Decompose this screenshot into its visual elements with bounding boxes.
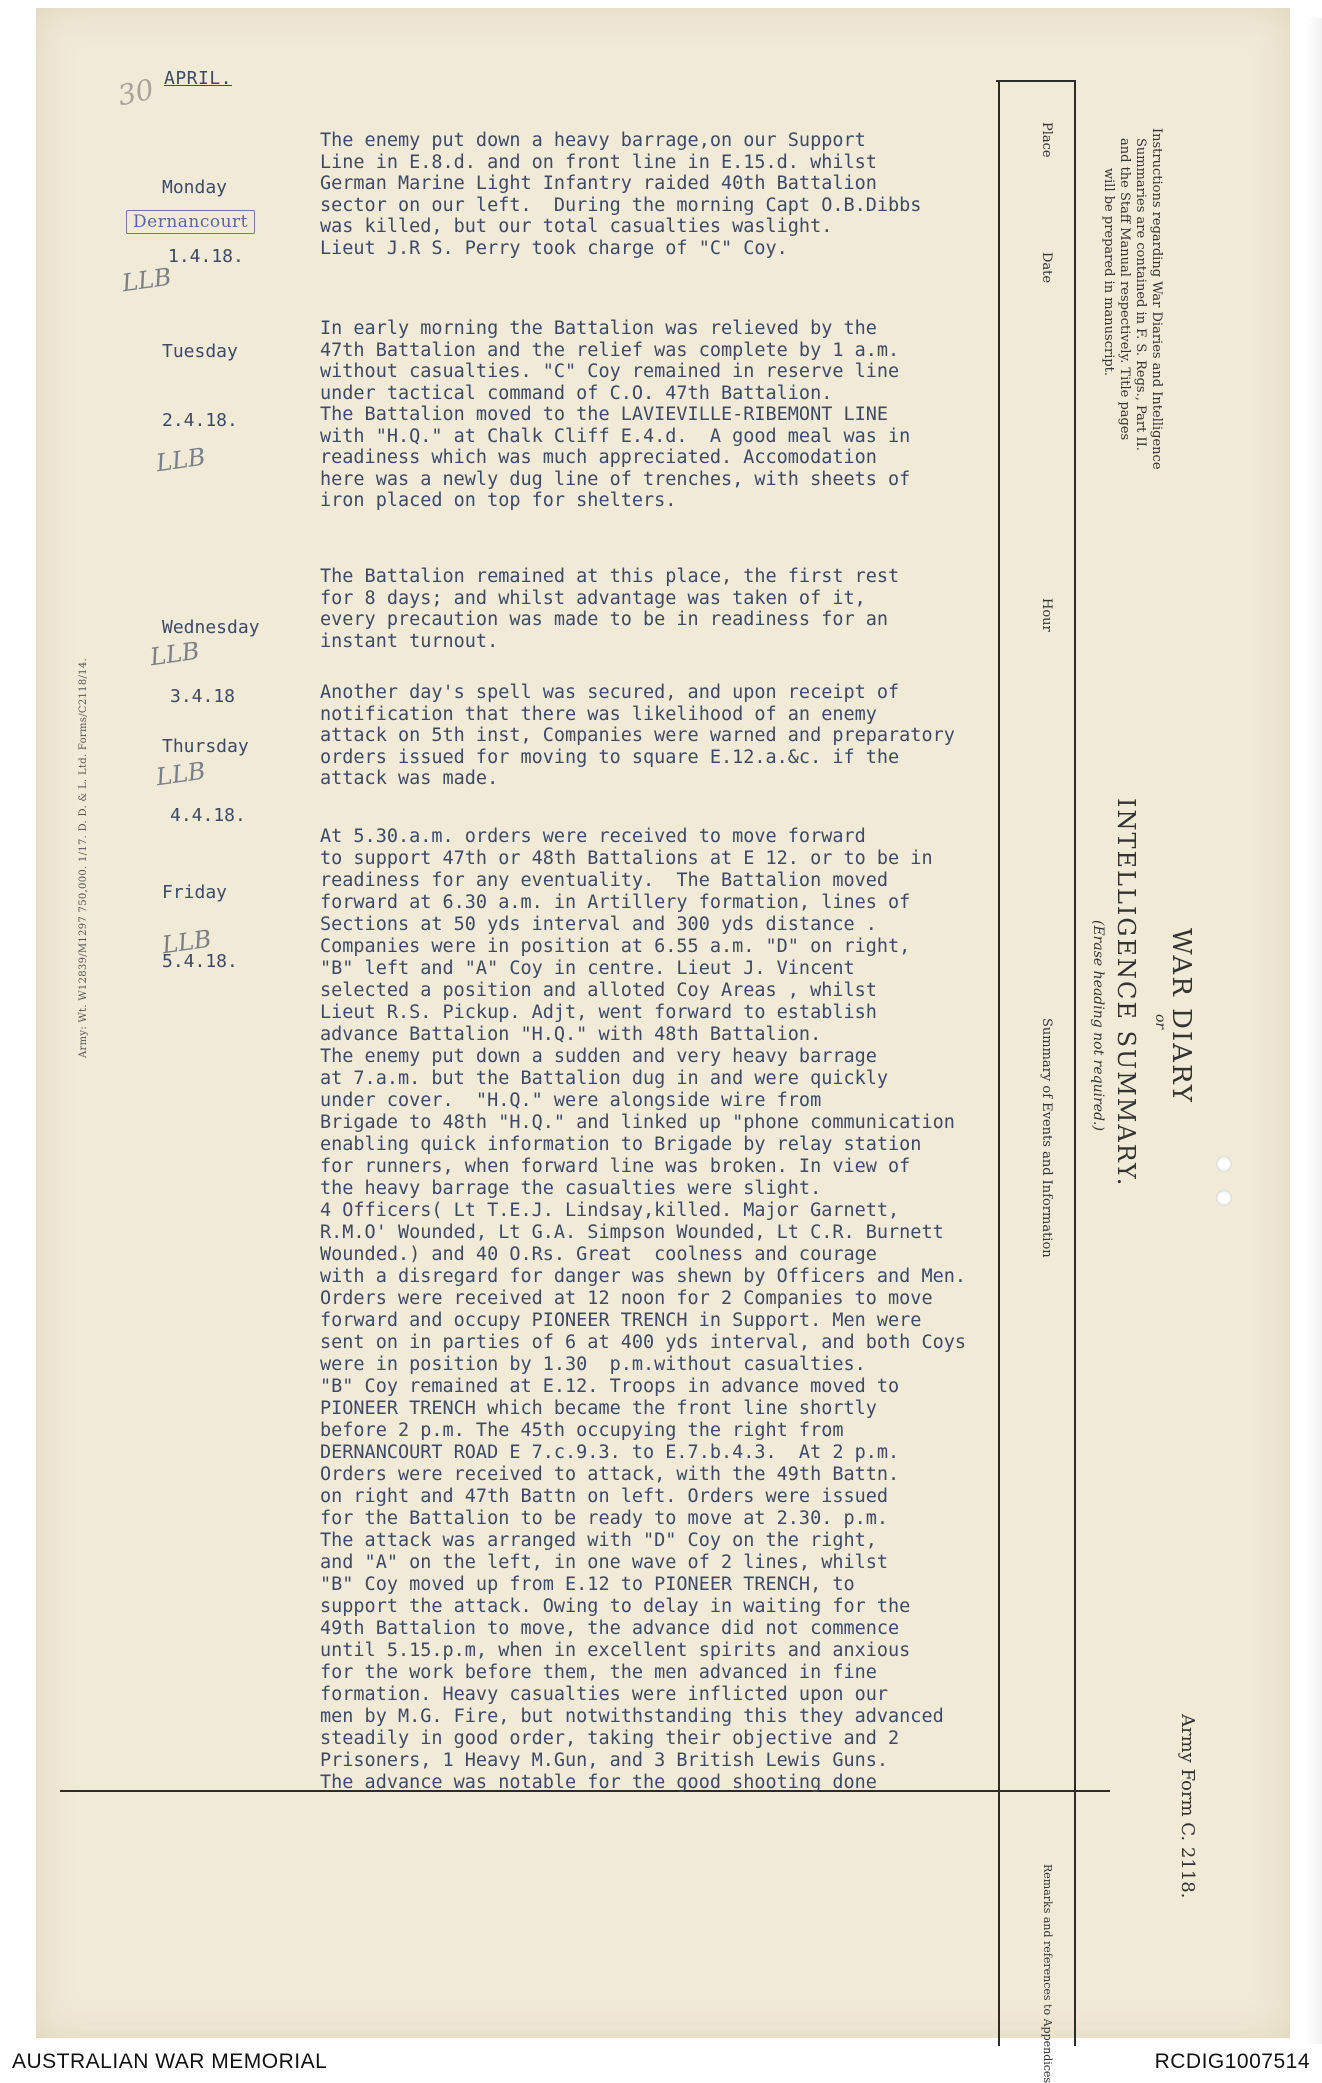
day-name: Monday	[162, 177, 228, 198]
day-name: Thursday	[162, 736, 249, 757]
entry-text-monday: The enemy put down a heavy barrage,on our Support Line in E.8.d. and on front line in E.15.d. whilst German Marine Light Infantry raided 40th Battalion sector on our left. During the morning Capt O.B.Dibbs was killed, but our total casualties waslight. Lieut J.R S. Perry took charge of "C" Coy.	[320, 130, 922, 259]
punch-hole	[1216, 1156, 1232, 1172]
day-name: Friday	[162, 882, 228, 903]
column-heading-remarks: Remarks and references to Appendices	[1041, 1864, 1054, 2083]
entry-text-friday: At 5.30.a.m. orders were received to move forward to support 47th or 48th Battalions at E 12. or to be in readiness for any eventuality. The Battalion moved forward at 6.30 a.m. in Artillery formation, lines of Sections at 50 yds interval and 300 yds distance . Companies were in position at 6.55 a.m. "D" on right, "B" left and "A" Coy in centre. Lieut J. Vincent selected a position and alloted Coy Areas , whilst Lieut R.S. Pickup. Adjt, went forward to establish advance Battalion "H.Q." with 48th Battalion. The enemy put down a sudden and very heavy barrage at 7.a.m. but the Battalion dug in and were quickly under cover. "H.Q." were alongside wire from Brigade to 48th "H.Q." and linked up "phone communication enabling quick information to Brigade by relay station for runners, when forward line was broken. In view of the heavy barrage the casualties were slight. 4 Officers( Lt T.E.J. Lindsay,killed. Major Garnett, R.M.O' Wounded, Lt G.A. Simpson Wounded, Lt C.R. Burnett Wounded.) and 40 O.Rs. Great coolness and courage with a disregard for danger was shewn by Officers and Men. Orders were received at 12 noon for 2 Companies to move forward and occupy PIONEER TRENCH in Support. Men were sent on in parties of 6 at 400 yds interval, and both Coys were in position by 1.30 p.m.without casualties. "B" Coy remained at E.12. Troops in advance moved to PIONEER TRENCH which became the front line shortly before 2 p.m. The 45th occupying the right from DERNANCOURT ROAD E 7.c.9.3. to E.7.b.4.3. At 2 p.m. Orders were received to attack, with the 49th Battn. on right and 47th Battn on left. Orders were issued for the Battalion to be ready to move at 2.30. p.m. The attack was arranged with "D" Coy on the right, and "A" on the left, in one wave of 2 lines, whilst "B" Coy moved up from E.12 to PIONEER TRENCH, to support the attack. Owing to delay in waiting for the 49th Battalion to move, the advance did not commence until 5.15.p.m, when in excellent spirits and anxious for the work before them, the men advanced in fine formation. Heavy casualties were inflicted upon our men by M.G. Fire, but notwithstanding this they advanced steadily in good order, taking their objective and 2 Prisoners, 1 Heavy M.Gun, and 3 British Lewis Guns. The advance was notable for the good shooting done	[320, 826, 967, 1793]
day-date: 1.4.18.	[168, 246, 244, 267]
column-heading-place: Place	[1039, 122, 1054, 158]
form-instruction-line: Summaries are contained in F. S. Regs., Part II.	[1133, 138, 1148, 451]
page-edge-shadow	[1306, 18, 1322, 2044]
form-or: or	[1152, 1014, 1168, 1030]
army-form-number: Army Form C. 2118.	[1177, 1714, 1198, 1899]
day-name: Wednesday	[162, 617, 260, 638]
form-subtitle: INTELLIGENCE SUMMARY.	[1112, 798, 1140, 1188]
initials-signature: LLB	[154, 756, 208, 792]
form-instruction-line: will be prepared in manuscript.	[1101, 168, 1116, 377]
top-rule	[996, 80, 1076, 82]
column-heading-date: Date	[1039, 252, 1054, 284]
entry-text-tuesday: In early morning the Battalion was relieved by the 47th Battalion and the relief was complete by 1 a.m. without casualties. "C" Coy remained in reserve line under tactical command of C.O. 47th Battalion. The Battalion moved to the LAVIEVILLE-RIBEMONT LINE with "H.Q." at Chalk Cliff E.4.d. A good meal was in readiness which was much appreciated. Accomodation here was a newly dug line of trenches, with sheets of iron placed on top for shelters.	[320, 318, 911, 511]
column-heading-summary: Summary of Events and Information	[1039, 1018, 1054, 1258]
form-instruction-line: Instructions regarding War Diaries and Intelligence	[1149, 128, 1164, 470]
printer-line: Army: Wt. W12839/M1297 750,000. 1/17. D. D. & L. Ltd. Forms/C2118/14.	[78, 658, 89, 1058]
initials-signature: LLB	[154, 442, 208, 478]
place-note-stamp: Dernancourt	[126, 210, 255, 234]
column-heading-hour: Hour	[1039, 598, 1054, 632]
entry-text-wednesday: The Battalion remained at this place, the first rest for 8 days; and whilst advantage was taken of it, every precaution was made to be in readiness for an instant turnout.	[320, 566, 900, 652]
day-name: Tuesday	[162, 341, 238, 362]
initials-signature: LLB	[120, 262, 174, 298]
form-erase-note: (Erase heading not required.)	[1090, 920, 1106, 1131]
day-date: 4.4.18.	[170, 805, 246, 826]
entry-text-thursday: Another day's spell was secured, and upon receipt of notification that there was likelihood of an enemy attack on 5th inst, Companies were warned and preparatory orders issued for moving to square E.12.a.&c. if the attack was made.	[320, 682, 955, 789]
footer-source: AUSTRALIAN WAR MEMORIAL	[12, 2050, 328, 2073]
punch-hole	[1216, 1190, 1232, 1206]
day-date: 5.4.18.	[162, 951, 238, 972]
form-instruction-line: and the Staff Manual respectively. Title pages	[1117, 138, 1132, 441]
initials-signature: LLB	[148, 636, 202, 672]
footer-id: RCDIG1007514	[1154, 2050, 1310, 2073]
pencil-page-number: 30	[114, 72, 157, 113]
initials-signature: LLB	[160, 924, 214, 960]
day-date: 3.4.18	[170, 686, 236, 707]
month-heading: APRIL.	[164, 68, 233, 89]
form-title: WAR DIARY	[1166, 928, 1196, 1104]
day-label-friday	[162, 835, 312, 1019]
day-date: 2.4.18.	[162, 410, 238, 431]
